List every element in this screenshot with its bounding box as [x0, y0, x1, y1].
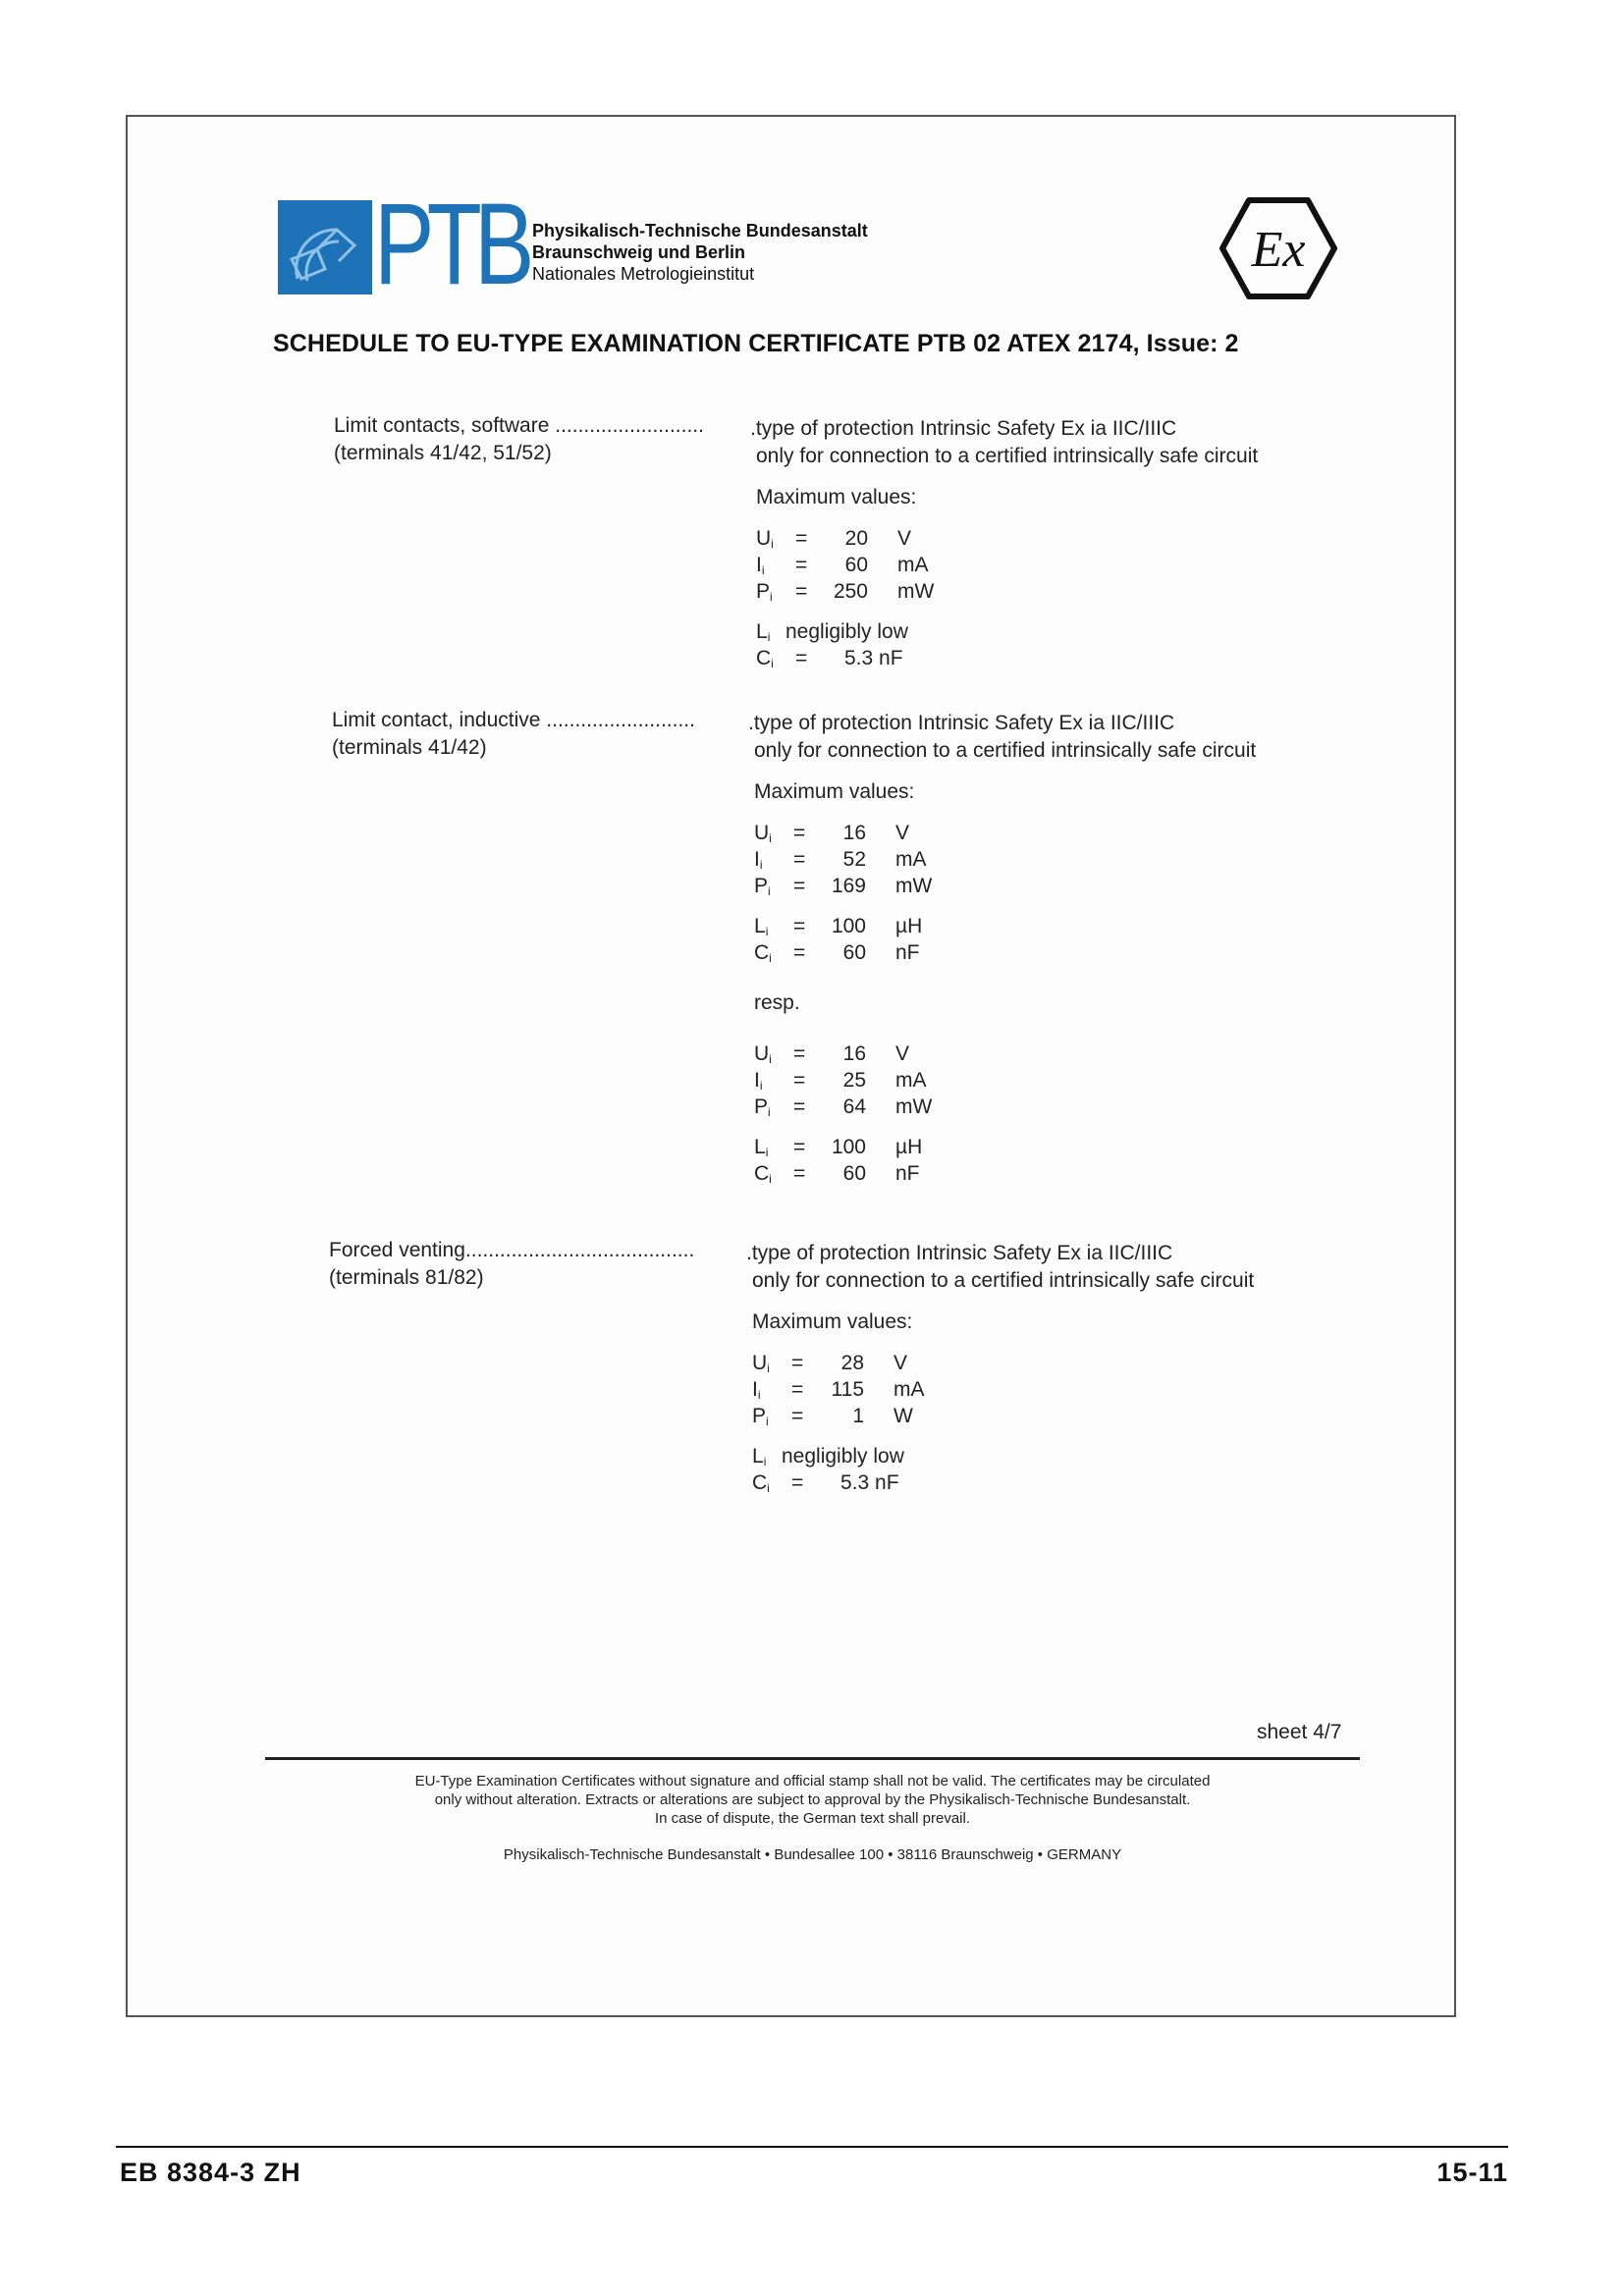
document-code: EB 8384-3 ZH: [120, 2158, 301, 2187]
section-1-label: Limit contacts, software .......................... (terminals 41/42, 51/52): [334, 412, 704, 467]
institute-name: Physikalisch-Technische Bundesanstalt: [532, 221, 868, 240]
ex-mark-text: Ex: [1251, 222, 1306, 278]
page-number: 15-11: [1436, 2158, 1508, 2187]
institute-address: Physikalisch-Technische Bundesanstalt • Bundesallee 100 • 38116 Braunschweig • GERMANY: [503, 1846, 1122, 1863]
section-3-values: [746, 1240, 1255, 1496]
institute-block: [532, 220, 868, 285]
value-row: $L_i$ negligibly low: [752, 1445, 904, 1468]
value-row: $I_i$ = 60 mA: [756, 554, 929, 577]
section-3-protection: .type of protection Intrinsic Safety Ex ia IIC/IIIC: [746, 1242, 1173, 1264]
section-1-protection: .type of protection Intrinsic Safety Ex ia IIC/IIIC: [750, 417, 1177, 440]
value-row: $C_i$ = 5.3 nF: [752, 1471, 899, 1495]
value-row: $L_i$ negligibly low: [756, 620, 908, 644]
value-row: $I_i$ = 25 mA: [754, 1069, 927, 1093]
value-row: $L_i$ = 100 µH: [754, 915, 923, 938]
ptb-emblem-icon: [278, 200, 372, 294]
section-1-terminals: (terminals 41/42, 51/52): [334, 442, 552, 464]
section-2-connection: only for connection to a certified intrinsically safe circuit: [754, 739, 1257, 762]
validity-note: EU-Type Examination Certificates without signature and official stamp shall not be valid. The certificates may be circulated only without alteration. Extracts or alterations are subject to approval by the Physikalisch-Technische Bundesanstalt. In case of dispute, the German text shall prevail.: [414, 1773, 1211, 1827]
section-1-name: Limit contacts, software: [334, 414, 550, 437]
value-row: $C_i$ = 60 nF: [754, 1162, 920, 1186]
value-row: $U_i$ = 20 V: [756, 527, 912, 551]
section-3-label: Forced venting........................................ (terminals 81/82): [329, 1237, 694, 1292]
section-1-values: [750, 415, 1259, 671]
section-2-values: [748, 710, 1257, 1187]
document-title: SCHEDULE TO EU-TYPE EXAMINATION CERTIFICATE PTB 02 ATEX 2174, Issue: 2: [273, 330, 1239, 357]
section-2-terminals: (terminals 41/42): [332, 736, 487, 759]
value-row: $P_i$ = 1 W: [752, 1405, 913, 1428]
section-3-connection: only for connection to a certified intrinsically safe circuit: [752, 1269, 1255, 1292]
section-2-label: Limit contact, inductive .......................... (terminals 41/42): [332, 707, 695, 762]
value-row: $P_i$ = 64 mW: [754, 1095, 933, 1119]
institute-location: Braunschweig und Berlin: [532, 242, 746, 262]
section-1-max-label: Maximum values:: [756, 486, 917, 508]
value-row: $U_i$ = 16 V: [754, 822, 910, 845]
ptb-logo-letters: PTB: [374, 180, 527, 309]
section-2-max-label: Maximum values:: [754, 780, 915, 803]
section-3-max-label: Maximum values:: [752, 1310, 913, 1333]
value-row: $U_i$ = 16 V: [754, 1042, 910, 1066]
value-row: $P_i$ = 169 mW: [754, 875, 933, 898]
value-row: $I_i$ = 115 mA: [752, 1378, 925, 1402]
section-3-name: Forced venting: [329, 1239, 465, 1261]
section-3-terminals: (terminals 81/82): [329, 1266, 484, 1289]
section-1-connection: only for connection to a certified intrinsically safe circuit: [756, 445, 1259, 467]
value-row: $U_i$ = 28 V: [752, 1352, 908, 1375]
value-row: $I_i$ = 52 mA: [754, 848, 927, 872]
value-row: $C_i$ = 5.3 nF: [756, 647, 903, 670]
resp-label: resp.: [754, 991, 800, 1014]
value-row: $P_i$ = 250 mW: [756, 580, 935, 604]
page-footer-rule: [116, 2146, 1508, 2148]
section-2-name: Limit contact, inductive: [332, 709, 541, 731]
value-row: $C_i$ = 60 nF: [754, 941, 920, 965]
footer-rule: [265, 1757, 1360, 1760]
ex-hexagon-icon: [1219, 197, 1337, 299]
value-row: $L_i$ = 100 µH: [754, 1136, 923, 1159]
sheet-number: sheet 4/7: [1257, 1721, 1342, 1743]
institute-subtitle: Nationales Metrologieinstitut: [532, 264, 755, 284]
section-2-protection: .type of protection Intrinsic Safety Ex ia IIC/IIIC: [748, 712, 1175, 734]
